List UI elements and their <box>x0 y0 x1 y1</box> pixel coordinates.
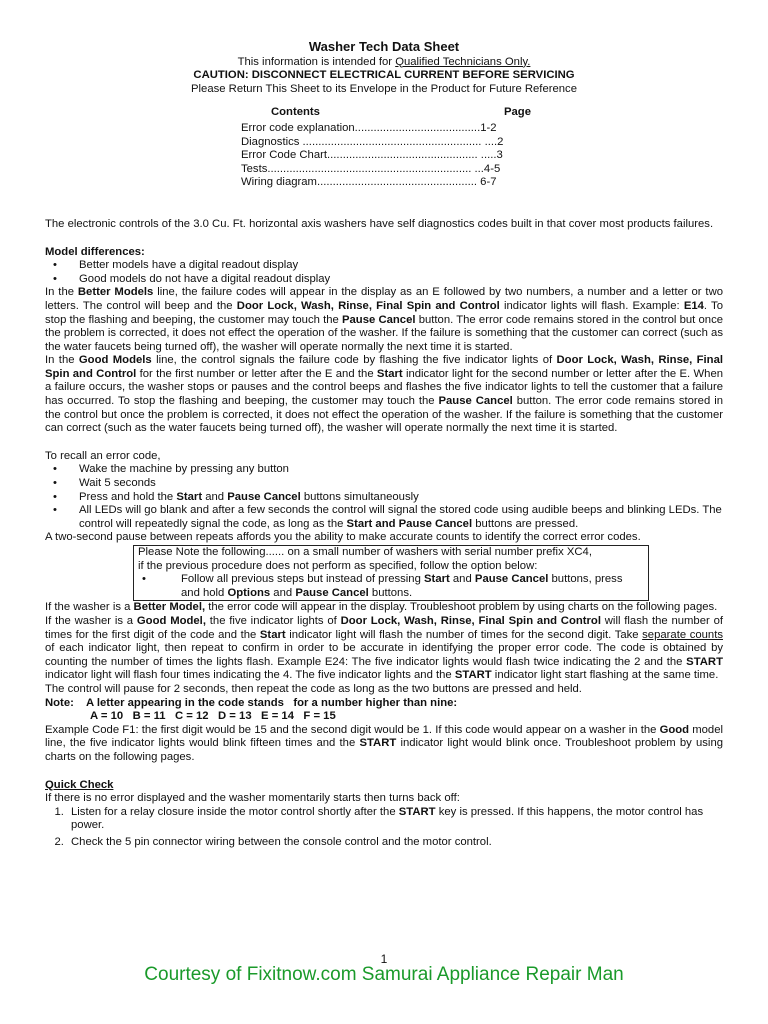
document-page <box>45 40 723 849</box>
list-item: • Wake the machine by pressing any button <box>79 463 723 477</box>
list-item: 1. Listen for a relay closure inside the motor control shortly after the START key is pressed. If this happens, the motor control has power. <box>67 806 723 833</box>
caution-line: CAUTION: DISCONNECT ELECTRICAL CURRENT BEFORE SERVICING <box>193 69 575 82</box>
list-item: • Press and hold the Start and Pause Cancel buttons simultaneously <box>79 491 723 505</box>
qualified-technicians-text: Qualified Technicians Only. <box>395 55 531 68</box>
quick-check-heading: Quick Check <box>45 778 114 791</box>
return-note: Please Return This Sheet to its Envelope in the Product for Future Reference <box>191 82 577 95</box>
toc-row: Error code explanation........................................1-2 <box>241 121 497 134</box>
list-item: 2. Check the 5 pin connector wiring between the console control and the motor control. <box>67 836 723 850</box>
better-model-paragraph: If the washer is a Better Model, the error code will appear in the display. Troubleshoot problem by using charts on the following pages. <box>45 601 718 614</box>
toc-row: Error Code Chart................................................ .....3 <box>241 149 503 162</box>
recall-steps-list <box>45 463 723 531</box>
toc-header <box>241 106 531 120</box>
letter-codes: A = 10 B = 11 C = 12 D = 13 E = 14 F = 15 <box>90 710 336 723</box>
page-title: Washer Tech Data Sheet <box>308 39 460 54</box>
quick-check-steps <box>45 806 723 850</box>
list-item: • Wait 5 seconds <box>79 477 723 491</box>
intro-paragraph: The electronic controls of the 3.0 Cu. Ft. horizontal axis washers have self diagnostics codes built in that cover most products failures. <box>45 217 714 230</box>
toc-row: Diagnostics ......................................................... ....2 <box>241 135 504 148</box>
courtesy-footer: Courtesy of Fixitnow.com Samurai Appliance Repair Man <box>144 964 624 985</box>
toc-contents-label: Contents <box>271 106 320 119</box>
table-of-contents <box>241 106 531 190</box>
quick-check-intro: If there is no error displayed and the washer momentarily starts then turns back off: <box>45 792 460 805</box>
audience-line: This information is intended for Qualified Technicians Only. <box>237 55 531 68</box>
toc-row: Tests................................................................. ...4-5 <box>241 162 501 175</box>
model-differences-heading: Model differences: <box>45 245 145 258</box>
pause-note: A two-second pause between repeats affords you the ability to make accurate counts to identify the correct error codes. <box>45 531 641 544</box>
recall-intro: To recall an error code, <box>45 449 161 462</box>
pause-paragraph: The control will pause for 2 seconds, then repeat the code as long as the two buttons are pressed and held. <box>45 682 582 695</box>
letter-note: Note: A letter appearing in the code stands for a number higher than nine: <box>45 696 458 709</box>
list-item: • All LEDs will go blank and after a few seconds the control will signal the stored code using audible beeps and blinking LEDs. The control will repeatedly signal the code, as long as the Start and Pause Cancel buttons are pressed. <box>79 504 723 531</box>
good-models-paragraph: In the Good Models line, the control signals the failure code by flashing the five indicator lights of Door Lock, Wash, Rinse, Final Spin and Control for the first number or letter after the E and the Start indicator light for the second number or letter after the E. When a failure occurs, the washer stops or pauses and the control beeps and flashes the five indicator lights to tell the customer that a failure has occurred. To stop the flashing and beeping, the customer may touch the Pause Cancel button. The error code remains stored in the control but once the problem is corrected, it does not effect the operation of the washer. If the failure is something that the customer can correct (such as the water faucets being turned off), the washer will operate normally the next time it is started. <box>45 354 724 435</box>
serial-prefix-note-box: Please Note the following...... on a small number of washers with serial number prefix XC4, if the previous procedure does not perform as specified, follow the option below: • Follow all previous steps but instead of pressing Start and Pause Cancel buttons, press and hold Options and Pause Cancel buttons. <box>133 545 649 601</box>
model-differences-list <box>45 259 723 286</box>
list-item: • Better models have a digital readout display <box>79 259 723 273</box>
list-item: • Good models do not have a digital readout display <box>79 273 723 287</box>
list-item: • Follow all previous steps but instead of pressing Start and Pause Cancel buttons, press and hold Options and Pause Cancel buttons. <box>138 573 644 600</box>
toc-row: Wiring diagram................................................... 6-7 <box>241 176 497 189</box>
good-model-paragraph: If the washer is a Good Model, the five indicator lights of Door Lock, Wash, Rinse, Final Spin and Control will flash the number of times for the first digit of the code and the Start indicator light will flash the number of times for the second digit. Take separate counts of each indicator light, then repeat to confirm in order to be accurate in identifying the proper error code. The code is obtained by counting the number of times the lights flash. Example E24: The five indicator lights would flash twice indicating the 2 and the START indicator light will flash four times indicating the 4. The five indicator lights and the START indicator light start flashing at the same time. <box>45 614 723 682</box>
better-models-paragraph: In the Better Models line, the failure codes will appear in the display as an E followed by two numbers, a number and a letter or two letters. The control will beep and the Door Lock, Wash, Rinse, Final Spin and Control indicator lights will flash. Example: E14. To stop the flashing and beeping, the customer may touch the Pause Cancel button. The error code remains stored in the control but once the problem is corrected, it does not effect the operation of the washer. If the failure is something that the customer can correct (such as the water faucets being turned off), the washer will operate normally the next time it is started. <box>45 286 724 353</box>
example-f1-paragraph: Example Code F1: the first digit would be 15 and the second digit would be 1. If this code would appear on a washer in the Good model line, the five indicator lights would blink fifteen times and the START indicator light would blink once. Troubleshoot problem by using charts on the following pages. <box>45 723 724 763</box>
page-number: 1 <box>380 952 388 966</box>
toc-page-label: Page <box>503 106 531 119</box>
